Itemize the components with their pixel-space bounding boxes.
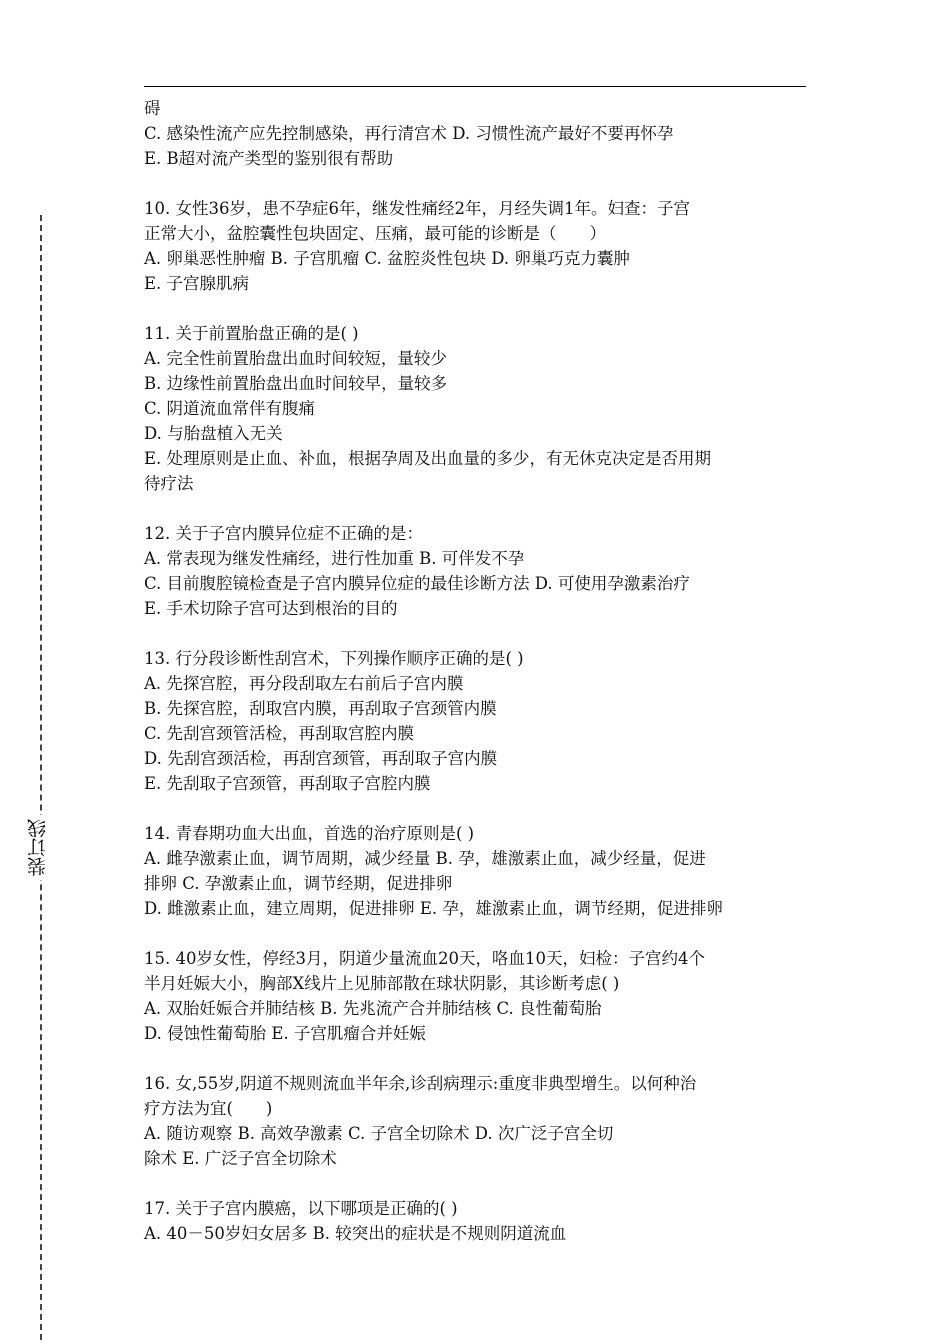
text-line: C. 先刮宫颈管活检，再刮取宫腔内膜	[144, 724, 415, 743]
blank-line	[144, 496, 808, 521]
text-line: 16. 女,55岁,阴道不规则流血半年余,诊刮病理示:重度非典型增生。以何种治	[144, 1074, 697, 1093]
blank-line	[144, 621, 808, 646]
blank-line	[144, 1046, 808, 1071]
blank-line	[144, 921, 808, 946]
text-line: 12. 关于子宫内膜异位症不正确的是：	[144, 524, 423, 543]
text-line: D. 侵蚀性葡萄胎 E. 子宫肌瘤合并妊娠	[144, 1024, 426, 1043]
text-line: D. 与胎盘植入无关	[144, 424, 283, 443]
text-line: E. 子宫腺肌病	[144, 274, 250, 293]
text-line: E. 先刮取子宫颈管，再刮取子宫腔内膜	[144, 774, 431, 793]
text-line: C. 目前腹腔镜检查是子宫内膜异位症的最佳诊断方法 D. 可使用孕激素治疗	[144, 574, 690, 593]
text-line: A. 先探宫腔，再分段刮取左右前后子宫内膜	[144, 674, 464, 693]
text-line: B. 先探宫腔，刮取宫内膜，再刮取子宫颈管内膜	[144, 699, 497, 718]
text-line: 排卵 C. 孕激素止血，调节经期，促进排卵	[144, 874, 453, 893]
text-line: E. 处理原则是止血、补血，根据孕周及出血量的多少，有无休克决定是否用期	[144, 449, 712, 468]
text-line: 10. 女性36岁，患不孕症6年，继发性痛经2年，月经失调1年。妇查：子宫	[144, 199, 690, 218]
text-line: C. 感染性流产应先控制感染，再行清宫术 D. 习惯性流产最好不要再怀孕	[144, 124, 674, 143]
text-line: A. 雌孕激素止血，调节周期，减少经量 B. 孕，雄激素止血，减少经量，促进	[144, 849, 706, 868]
blank-line	[144, 796, 808, 821]
text-line: A. 40－50岁妇女居多 B. 较突出的症状是不规则阴道流血	[144, 1224, 567, 1243]
text-line: A. 卵巢恶性肿瘤 B. 子宫肌瘤 C. 盆腔炎性包块 D. 卵巢巧克力囊肿	[144, 249, 630, 268]
text-line: A. 随访观察 B. 高效孕激素 C. 子宫全切除术 D. 次广泛子宫全切	[144, 1124, 614, 1143]
text-line: A. 完全性前置胎盘出血时间较短，量较少	[144, 349, 447, 368]
blank-line	[144, 1171, 808, 1196]
text-line: 14. 青春期功血大出血，首选的治疗原则是( )	[144, 824, 475, 843]
binding-dashed-line	[40, 215, 42, 1340]
text-line: 碍	[144, 99, 161, 118]
blank-line	[144, 171, 808, 196]
text-line: D. 雌激素止血，建立周期，促进排卵 E. 孕，雄激素止血，调节经期，促进排卵	[144, 899, 723, 918]
text-line: D. 先刮宫颈活检，再刮宫颈管，再刮取子宫内膜	[144, 749, 498, 768]
binding-margin	[26, 215, 56, 1340]
text-line: A. 常表现为继发性痛经，进行性加重 B. 可伴发不孕	[144, 549, 525, 568]
header-rule	[144, 86, 806, 87]
text-line: 除术 E. 广泛子宫全切除术	[144, 1149, 337, 1168]
text-line: E. B超对流产类型的鉴别很有帮助	[144, 149, 394, 168]
text-line: C. 阴道流血常伴有腹痛	[144, 399, 316, 418]
text-line: 待疗法	[144, 474, 194, 493]
text-line: 17. 关于子宫内膜癌，以下哪项是正确的( )	[144, 1199, 458, 1218]
text-line: 半月妊娠大小，胸部X线片上见肺部散在球状阴影，其诊断考虑( )	[144, 974, 620, 993]
text-line: 疗方法为宜( )	[144, 1099, 273, 1118]
blank-line	[144, 296, 808, 321]
text-line: B. 边缘性前置胎盘出血时间较早，量较多	[144, 374, 448, 393]
text-line: 正常大小，盆腔囊性包块固定、压痛，最可能的诊断是（ ）	[144, 224, 606, 243]
text-line: 15. 40岁女性，停经3月，阴道少量流血20天，咯血10天，妇检：子宫约4个	[144, 949, 705, 968]
text-line: 13. 行分段诊断性刮宫术，下列操作顺序正确的是( )	[144, 649, 524, 668]
text-line: A. 双胎妊娠合并肺结核 B. 先兆流产合并肺结核 C. 良性葡萄胎	[144, 999, 602, 1018]
binding-label: 装订线	[26, 815, 56, 880]
exam-questions	[144, 96, 808, 1246]
text-line: E. 手术切除子宫可达到根治的目的	[144, 599, 398, 618]
text-line: 11. 关于前置胎盘正确的是( )	[144, 324, 359, 343]
